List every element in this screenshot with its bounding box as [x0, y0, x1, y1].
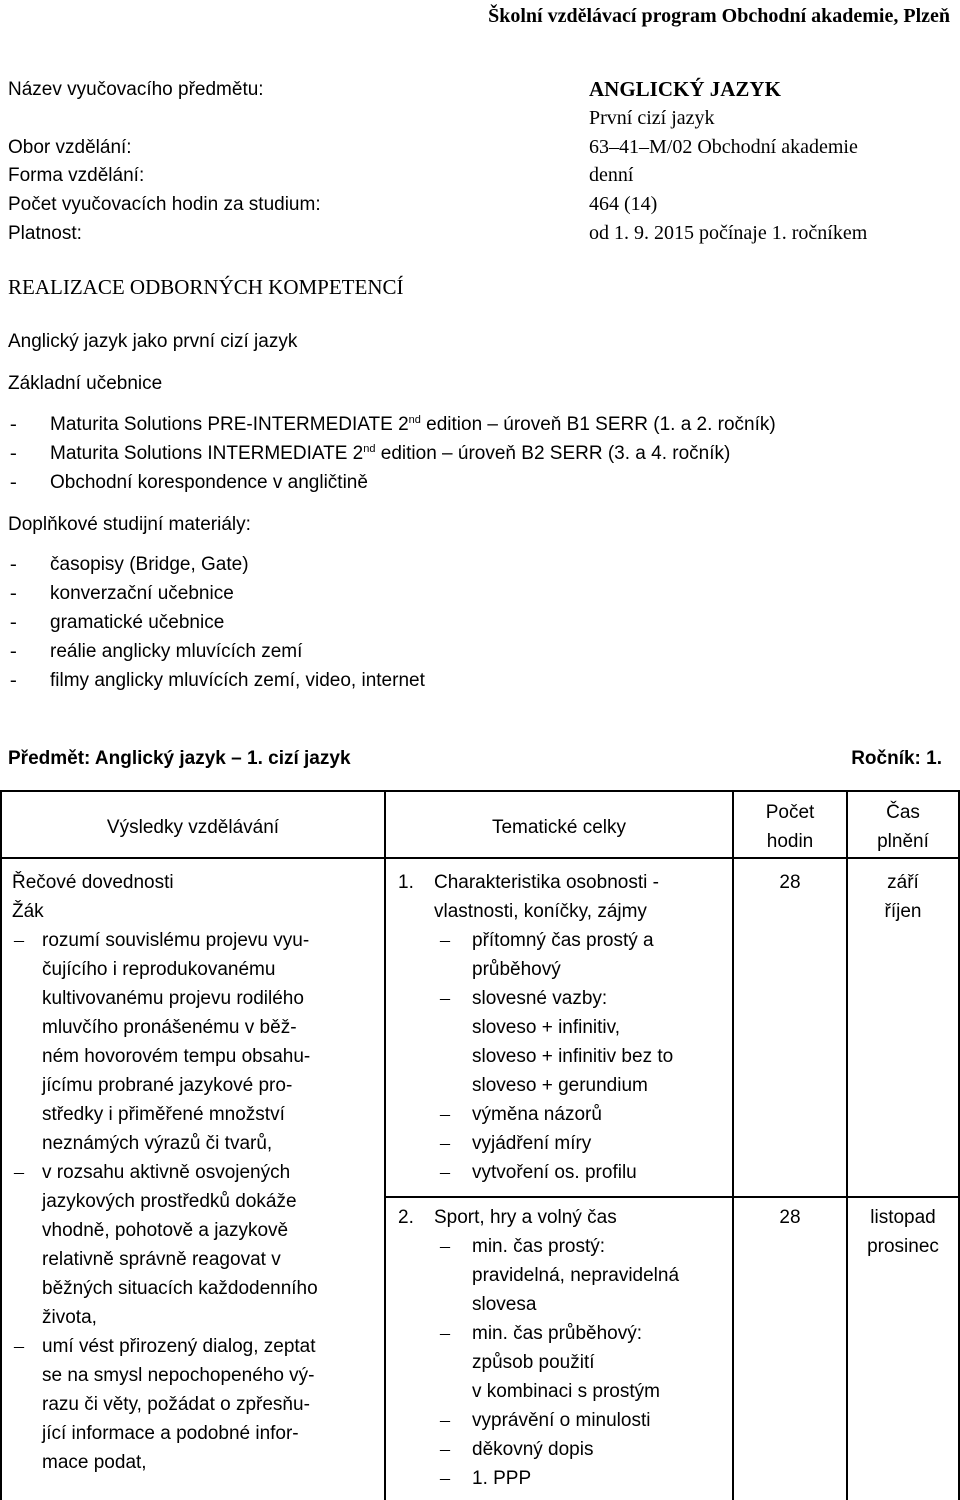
topic-title: Sport, hry a volný čas [434, 1207, 617, 1228]
list-item: mluvčího pronášenému v běž- [42, 1017, 297, 1038]
info-label: Název vyučovacího předmětu: [8, 79, 264, 100]
topic-number: 2. [398, 1207, 414, 1228]
list-item: mace podat, [42, 1452, 147, 1473]
list-item: vyjádření míry [472, 1133, 592, 1154]
info-label: Platnost: [8, 223, 82, 244]
results-title: Řečové dovednosti [12, 872, 174, 893]
list-item: děkovný dopis [472, 1439, 594, 1460]
list-item: způsob použití [472, 1352, 595, 1373]
list-dash: – [440, 1467, 450, 1489]
competences-subheading: Anglický jazyk jako první cizí jazyk [8, 331, 298, 352]
list-item: jícímu probrané jazykové pro- [42, 1075, 293, 1096]
list-dash: – [440, 1161, 450, 1183]
info-label: Počet vyučovacích hodin za studium: [8, 194, 321, 215]
list-dash: – [440, 929, 450, 951]
list-item: rozumí souvislému projevu vyu- [42, 930, 310, 951]
grade-label: Ročník: 1. [851, 748, 942, 769]
topic-title: vlastnosti, koníčky, zájmy [434, 901, 647, 922]
list-dash: - [10, 442, 17, 464]
list-item: v rozsahu aktivně osvojených [42, 1162, 291, 1183]
list-item: Maturita Solutions INTERMEDIATE 2nd edition – úroveň B2 SERR (3. a 4. ročník) [50, 443, 731, 464]
subject-line: Předmět: Anglický jazyk – 1. cizí jazyk [8, 748, 351, 769]
list-dash: - [10, 582, 17, 604]
textbooks-title: Základní učebnice [8, 373, 163, 394]
info-value: První cizí jazyk [589, 107, 715, 129]
list-item: časopisy (Bridge, Gate) [50, 554, 249, 575]
list-item: umí vést přirozený dialog, zeptat [42, 1336, 316, 1357]
list-dash: – [440, 1322, 450, 1344]
list-item: čujícího i reprodukovanému [42, 959, 276, 980]
list-item: Obchodní korespondence v angličtině [50, 472, 368, 493]
list-dash: - [10, 611, 17, 633]
table-border [384, 1196, 960, 1198]
header-topics: Tematické celky [491, 817, 627, 838]
list-item: vyprávění o minulosti [472, 1410, 651, 1431]
topic-time: listopad [870, 1207, 936, 1228]
list-item: sloveso + gerundium [472, 1075, 648, 1096]
topic-time: říjen [884, 901, 922, 922]
list-item: se na smysl nepochopeného vý- [42, 1365, 315, 1386]
list-item: vhodně, pohotově a jazykově [42, 1220, 289, 1241]
list-item: v kombinaci s prostým [472, 1381, 660, 1402]
results-subtitle: Žák [12, 901, 44, 922]
list-item: neznámých výrazů či tvarů, [42, 1133, 273, 1154]
list-dash: – [440, 1235, 450, 1257]
table-border [0, 790, 960, 792]
info-value: 63–41–M/02 Obchodní akademie [589, 136, 858, 158]
list-item: sloveso + infinitiv bez to [472, 1046, 674, 1067]
list-item: přítomný čas prostý a [472, 930, 654, 951]
info-value: 464 (14) [589, 193, 658, 215]
list-dash: - [10, 640, 17, 662]
list-item: razu či věty, požádat o zpřesňu- [42, 1394, 310, 1415]
list-item: ném hovorovém tempu obsahu- [42, 1046, 311, 1067]
list-item: života, [42, 1307, 97, 1328]
list-item: slovesa [472, 1294, 537, 1315]
header-hours: hodin [766, 831, 814, 852]
list-dash: – [440, 987, 450, 1009]
header-time: plnění [877, 831, 929, 852]
list-dash: – [14, 929, 24, 951]
list-dash: – [440, 1438, 450, 1460]
list-dash: - [10, 471, 17, 493]
list-item: kultivovanému projevu rodilého [42, 988, 304, 1009]
competences-heading: REALIZACE ODBORNÝCH KOMPETENCÍ [8, 275, 404, 299]
topic-title: Charakteristika osobnosti - [434, 872, 659, 893]
list-item: konverzační učebnice [50, 583, 234, 604]
table-border [0, 857, 960, 859]
list-item: pravidelná, nepravidelná [472, 1265, 680, 1286]
list-dash: – [14, 1335, 24, 1357]
list-item: slovesné vazby: [472, 988, 608, 1009]
list-item: 1. PPP [472, 1468, 532, 1489]
school-program-header: Školní vzdělávací program Obchodní akademie, Plzeň [488, 5, 950, 27]
header-results: Výsledky vzdělávání [106, 817, 280, 838]
list-item: min. čas průběhový: [472, 1323, 643, 1344]
topic-number: 1. [398, 872, 414, 893]
list-item: jící informace a podobné infor- [42, 1423, 299, 1444]
list-dash: – [440, 1409, 450, 1431]
list-dash: – [440, 1132, 450, 1154]
list-dash: - [10, 669, 17, 691]
header-hours: Počet [765, 802, 815, 823]
list-item: relativně správně reagovat v [42, 1249, 281, 1270]
topic-time: prosinec [867, 1236, 939, 1257]
list-dash: - [10, 413, 17, 435]
topic-hours: 28 [779, 1207, 801, 1228]
list-item: běžných situacích každodenního [42, 1278, 318, 1299]
table-border [0, 790, 2, 1500]
list-item: středky i přiměřené množství [42, 1104, 285, 1125]
list-dash: - [10, 553, 17, 575]
topic-hours: 28 [779, 872, 801, 893]
list-item: min. čas prostý: [472, 1236, 606, 1257]
info-label: Obor vzdělání: [8, 137, 132, 158]
supplementary-title: Doplňkové studijní materiály: [8, 514, 251, 535]
list-item: výměna názorů [472, 1104, 602, 1125]
list-item: reálie anglicky mluvících zemí [50, 641, 303, 662]
info-value: denní [589, 164, 634, 186]
list-item: Maturita Solutions PRE-INTERMEDIATE 2nd edition – úroveň B1 SERR (1. a 2. ročník) [50, 414, 776, 435]
list-item: filmy anglicky mluvících zemí, video, internet [50, 670, 425, 691]
list-item: sloveso + infinitiv, [472, 1017, 621, 1038]
list-item: jazykových prostředků dokáže [42, 1191, 297, 1212]
list-dash: – [14, 1161, 24, 1183]
topic-time: září [887, 872, 919, 893]
table-border [384, 790, 386, 1500]
list-item: vytvoření os. profilu [472, 1162, 637, 1183]
list-item: gramatické učebnice [50, 612, 225, 633]
info-value: od 1. 9. 2015 počínaje 1. ročníkem [589, 222, 868, 244]
info-value-subject: ANGLICKÝ JAZYK [589, 77, 781, 101]
list-item: průběhový [472, 959, 561, 980]
header-time: Čas [886, 802, 920, 823]
info-label: Forma vzdělání: [8, 165, 145, 186]
list-dash: – [440, 1103, 450, 1125]
